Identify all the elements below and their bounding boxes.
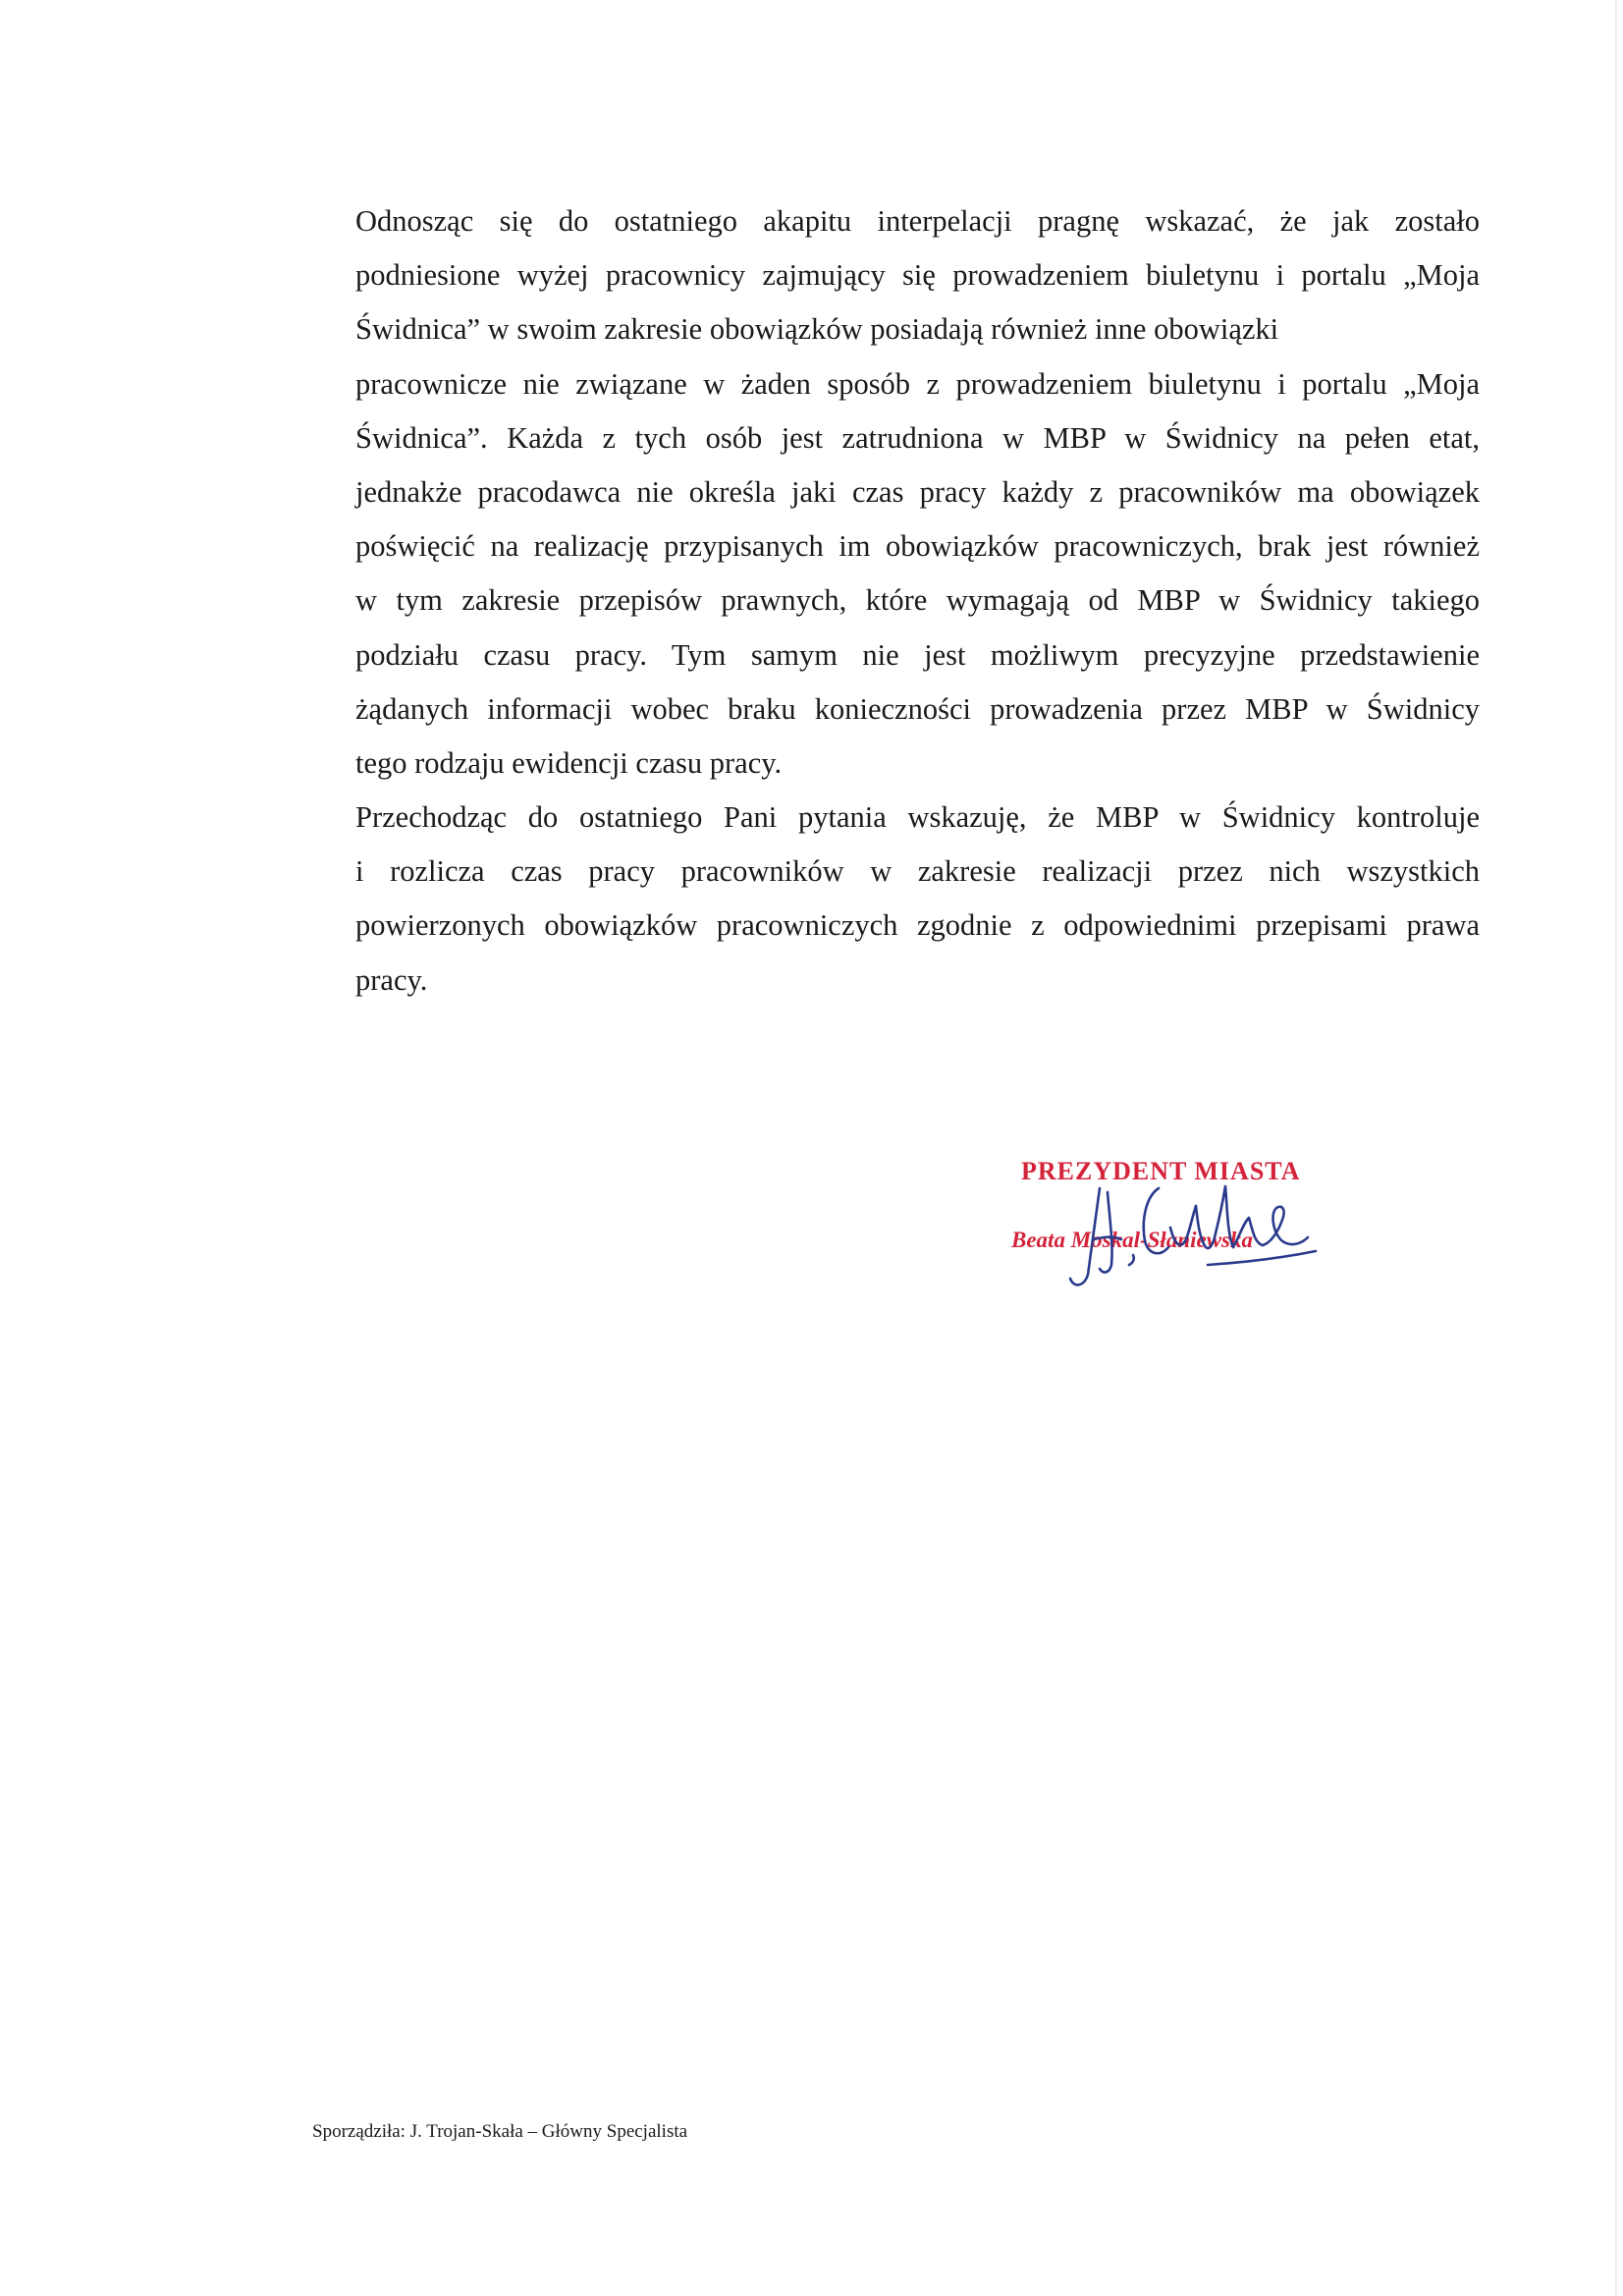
text-line: pracownicze nie związane w żaden sposób z prowadzeniem biuletynu i portalu „Moja [355, 366, 1480, 401]
text-line: Świdnica” w swoim zakresie obowiązków posiadają również inne obowiązki [355, 312, 1279, 347]
text-line: podniesione wyżej pracownicy zajmujący się prowadzeniem biuletynu i portalu „Moja [355, 258, 1480, 293]
text-line: żądanych informacji wobec braku konieczności prowadzenia przez MBP w Świdnicy [355, 691, 1480, 726]
paragraph-2 [355, 791, 1480, 1008]
text-line: jednakże pracodawca nie określa jaki czas pracy każdy z pracowników ma obowiązek [355, 474, 1480, 509]
stamp-name: Beata Moskal-Słaniewska [1011, 1228, 1254, 1252]
text-line: poświęcić na realizację przypisanych im obowiązków pracowniczych, brak jest również [355, 529, 1480, 564]
letter-body [355, 194, 1480, 1008]
page-edge [1615, 0, 1617, 2296]
text-line: Świdnica”. Każda z tych osób jest zatrudniona w MBP w Świdnicy na pełen etat, [355, 420, 1480, 455]
stamp-title: PREZYDENT MIASTA [1021, 1157, 1301, 1185]
text-line: Przechodząc do ostatniego Pani pytania wskazuję, że MBP w Świdnicy kontroluje [355, 800, 1480, 835]
text-line: w tym zakresie przepisów prawnych, które wymagają od MBP w Świdnicy takiego [355, 583, 1480, 618]
handwritten-signature [1031, 1149, 1335, 1296]
text-line: tego rodzaju ewidencji czasu pracy. [355, 745, 783, 780]
text-line: powierzonych obowiązków pracowniczych zgodnie z odpowiednimi przepisami prawa [355, 908, 1480, 943]
text-line: podziału czasu pracy. Tym samym nie jest możliwym precyzyjne przedstawienie [355, 637, 1480, 672]
text-line: i rozlicza czas pracy pracowników w zakresie realizacji przez nich wszystkich [355, 854, 1480, 889]
prepared-by-footer: Sporządziła: J. Trojan-Skała – Główny Specjalista [312, 2121, 688, 2142]
text-line: Odnosząc się do ostatniego akapitu interpelacji pragnę wskazać, że jak zostało [355, 204, 1480, 238]
paragraph-1 [355, 194, 1480, 791]
mayor-stamp [1011, 1149, 1325, 1296]
text-line: pracy. [355, 962, 428, 997]
